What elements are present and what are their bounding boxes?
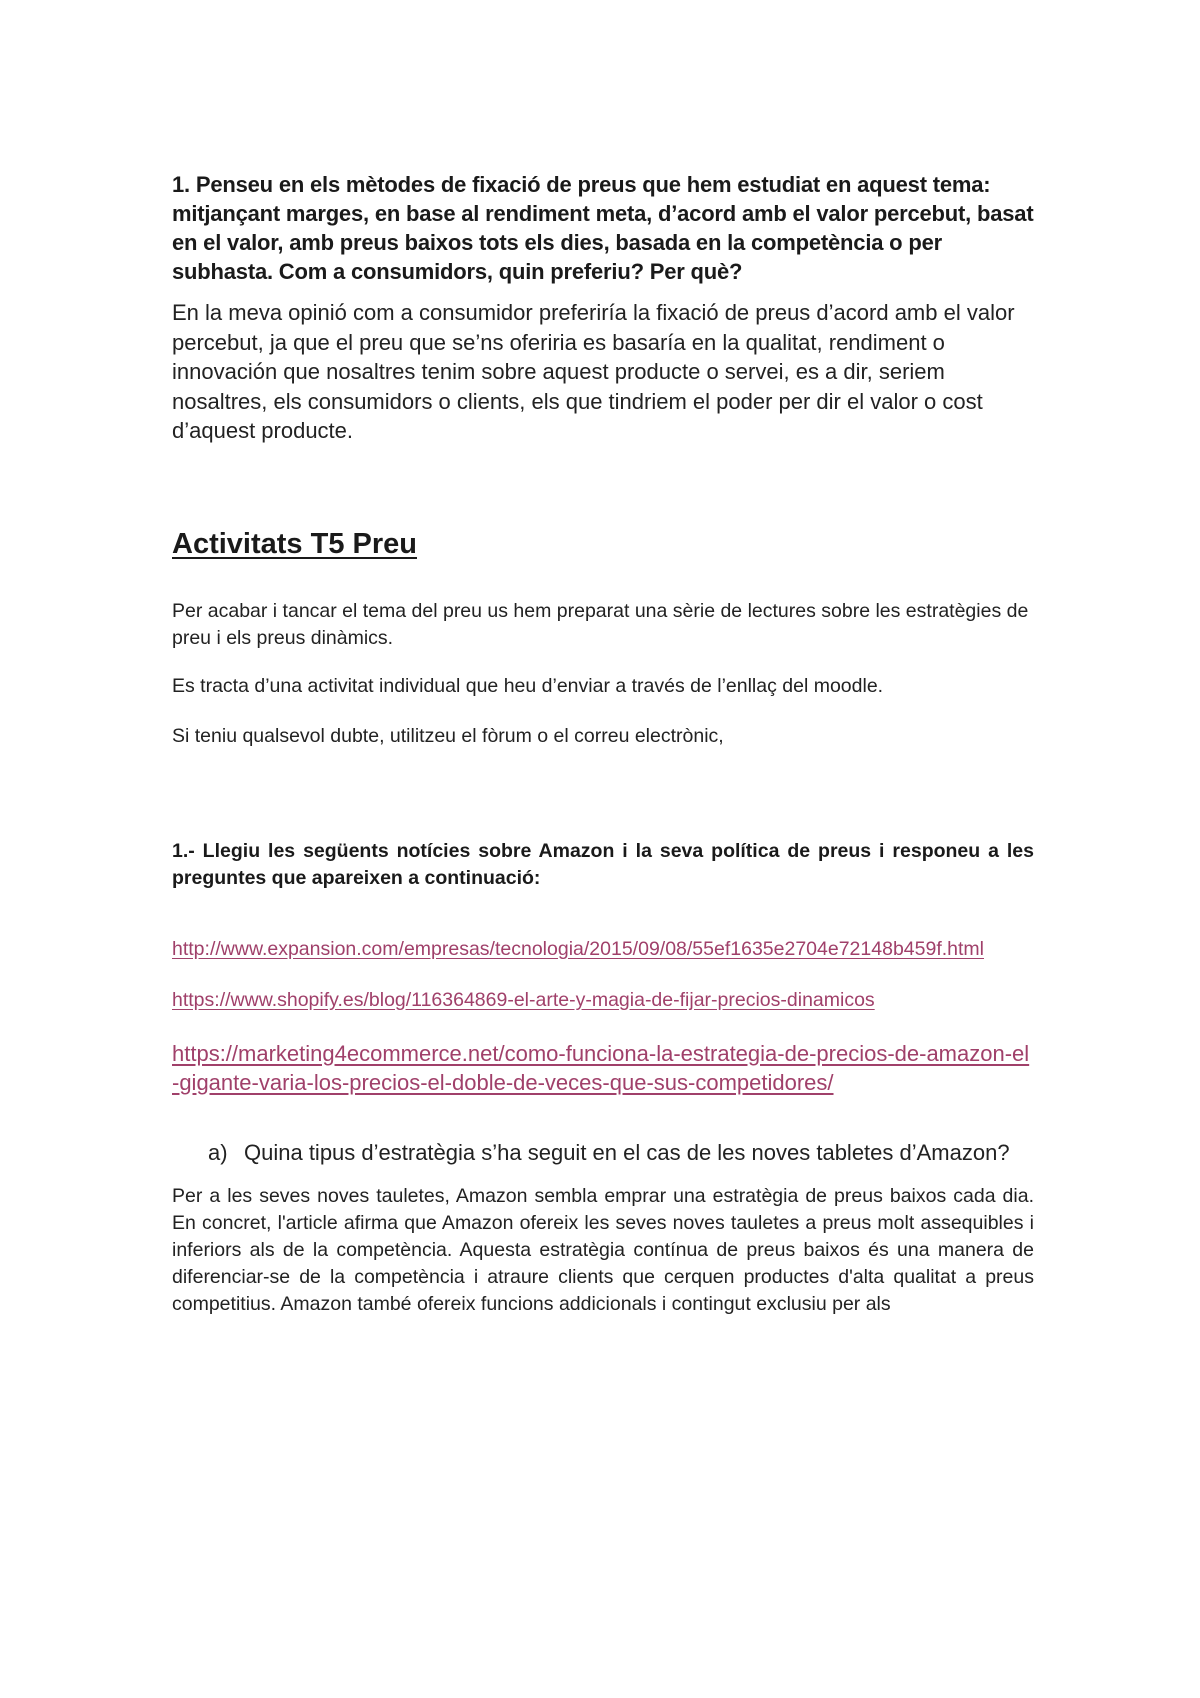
reading-instruction: 1.- Llegiu les següents notícies sobre Amazon i la seva política de preus i responeu a les preguntes que apareixen a continuació: [172, 839, 1034, 889]
link-marketing4ecommerce[interactable]: https://marketing4ecommerce.net/como-funciona-la-estrategia-de-precios-de-amazon-el-gigante-varia-los-precios-el-doble-de-veces-que-sus-competidores/ [172, 1040, 1030, 1095]
link-expansion[interactable]: http://www.expansion.com/empresas/tecnologia/2015/09/08/55ef1635e2704e72148b459f.html [172, 937, 984, 960]
section-title: Activitats T5 Preu [172, 527, 417, 560]
individual-activity-paragraph: Es tracta d’una activitat individual que heu d’enviar a través de l’enllaç del moodle. [172, 674, 884, 697]
intro-paragraph: Per acabar i tancar el tema del preu us hem preparat una sèrie de lectures sobre les estratègies de preu i els preus dinàmics. [172, 599, 1029, 649]
answer-1: En la meva opinió com a consumidor preferiría la fixació de preus d’acord amb el valor percebut, ja que el preu que se’ns oferiria es basaría en la qualitat, rendiment o innovación que nosaltres tenim sobre aquest producte o servei, es a dir, seriem nosaltres, els consumidors o clients, els que tindriem el poder per dir el valor o cost d’aquest producte. [172, 300, 1015, 443]
question-1: 1. Penseu en els mètodes de fixació de preus que hem estudiat en aquest tema: mitjançant marges, en base al rendiment meta, d’acord amb el valor percebut, basat en el valor, amb preus baixos tots els dies, basada en la competència o per subhasta. Com a consumidors, quin preferiu? Per què? [172, 172, 1034, 284]
question-a [172, 1138, 1034, 1167]
document-page [172, 170, 1034, 1318]
answer-a: Per a les seves noves tauletes, Amazon sembla emprar una estratègia de preus baixos cada dia. En concret, l'article afirma que Amazon ofereix les seves noves tauletes a preus molt assequibles i inferiors als de la competència. Aquesta estratègia contínua de preus baixos és una manera de diferenciar-se de la competència i atraure clients que cerquen productes d'alta qualitat a preus competitius. Amazon també ofereix funcions addicionals i contingut exclusiu per als [172, 1184, 1034, 1315]
question-a-label: a) [208, 1139, 228, 1165]
link-shopify[interactable]: https://www.shopify.es/blog/116364869-el-arte-y-magia-de-fijar-precios-dinamicos [172, 988, 875, 1011]
question-a-text: Quina tipus d’estratègia s’ha seguit en el cas de les noves tabletes d’Amazon? [244, 1139, 1010, 1165]
doubts-paragraph: Si teniu qualsevol dubte, utilitzeu el fòrum o el correu electrònic, [172, 724, 724, 747]
